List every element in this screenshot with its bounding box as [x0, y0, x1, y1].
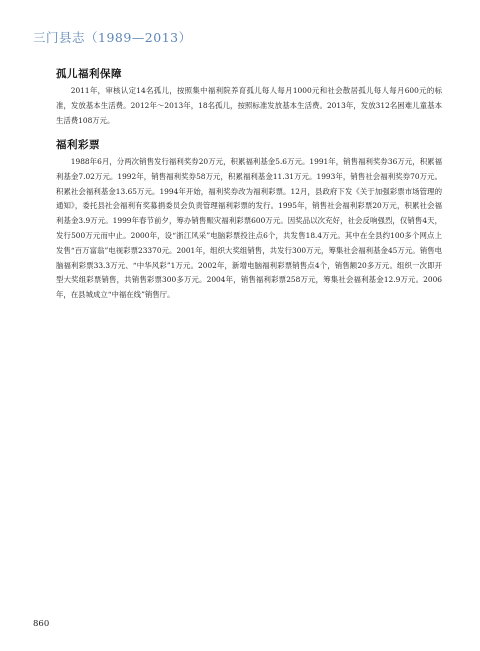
- page-number: 860: [33, 619, 50, 629]
- paragraph-orphan-welfare: 2011年，审核认定14名孤儿，按照集中福利院养育孤儿每人每月1000元和社会散居孤儿每人每月600元的标准，发放基本生活费。2012年～2013年，18名孤儿，按照标准发放基本生活费。2013年，发放312名困难儿童基本生活费108万元。: [56, 86, 442, 125]
- paragraph-welfare-lottery: 1988年6月，分两次销售发行福利奖券20万元，积累福利基金5.6万元。1991年，销售福利奖券36万元，积累福利基金7.02万元。1992年，销售福利奖券58万元，积累福利基金11.31万元。1993年，销售社会福利奖券70万元。积累社会福利基金13.65万元。1994年开始，福利奖券改为福利彩票。12月，县政府下发《关于加强彩票市场管理的通知》，委托县社会福利有奖募捐委员会负责管理福利彩票的发行。1995年，销售社会福利彩票20万元，积累社会福利基金3.9万元。1999年春节前夕，筹办销售赈灾福利彩票600万元。因奖品以次充好，社会反响强烈，仅销售4天，发行500万元而中止。2000年，设“浙江风采”电脑彩票投注点6个，共发售18.4万元。其中在全县约100多个网点上发售“百万富翁”电视彩票23370元。2001年，组织大奖组销售，共发行300万元，筹集社会福利基金45万元。销售电脑福利彩票33.3万元、“中华风彩”1万元。2002年，新增电脑福利彩票销售点4个，销售额20多万元。组织一次即开型大奖组彩票销售，共销售彩票300多万元。2004年，销售福利彩票258万元，筹集社会福利基金12.9万元。2006年，在县城成立“中福在线”销售厅。: [56, 157, 442, 300]
- section-heading-welfare-lottery: 福利彩票: [56, 139, 100, 151]
- running-head: 三门县志（1989—2013）: [33, 30, 192, 45]
- section-heading-orphan-welfare: 孤儿福利保障: [56, 68, 122, 80]
